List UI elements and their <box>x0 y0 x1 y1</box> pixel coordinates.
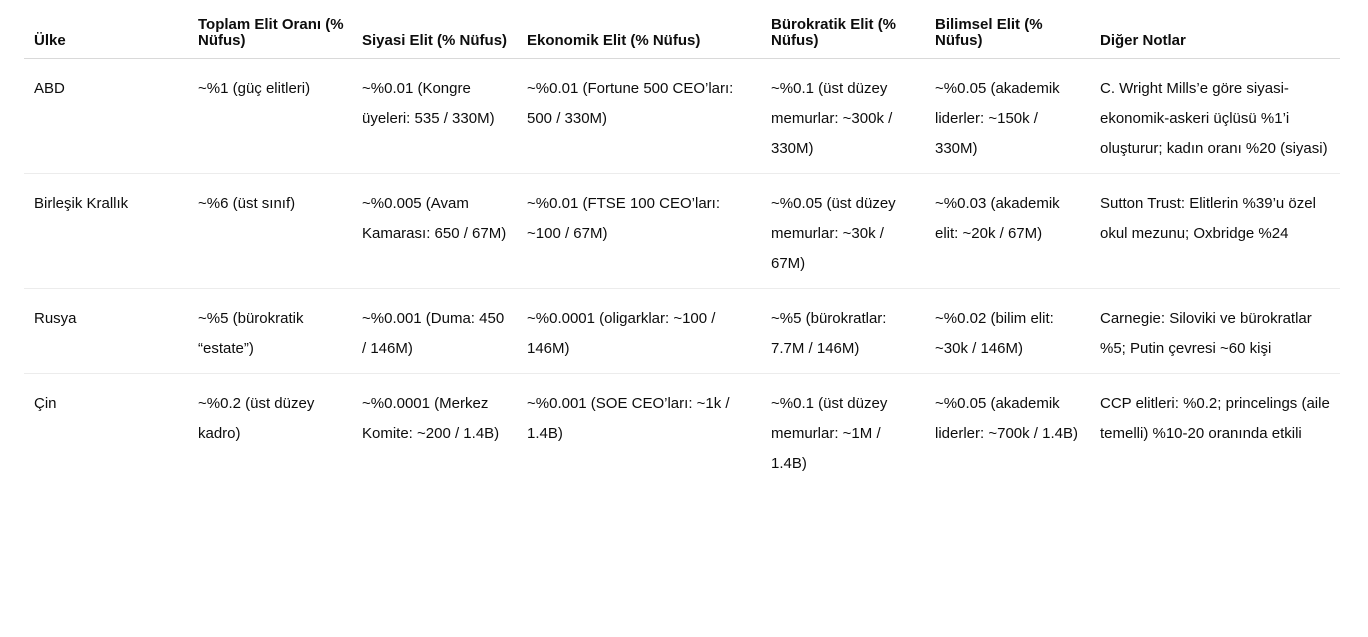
cell-scientific-elite: ~%0.05 (akademik liderler: ~150k / 330M) <box>925 58 1090 173</box>
cell-scientific-elite: ~%0.02 (bilim elit: ~30k / 146M) <box>925 288 1090 373</box>
cell-political-elite: ~%0.005 (Avam Kamarası: 650 / 67M) <box>352 173 517 288</box>
cell-other-notes: CCP elitleri: %0.2; princelings (aile temelli) %10-20 oranında etkili <box>1100 394 1330 442</box>
table-row <box>24 58 1340 173</box>
cell-other-notes: Sutton Trust: Elitlerin %39’u özel okul mezunu; Oxbridge %24 <box>1090 173 1340 288</box>
cell-other-notes: Carnegie: Siloviki ve bürokratlar %5; Putin çevresi ~60 kişi <box>1090 288 1340 373</box>
cell-political-elite: ~%0.01 (Kongre üyeleri: 535 / 330M) <box>352 58 517 173</box>
header-political-elite: Siyasi Elit (% Nüfus) <box>352 0 517 58</box>
cell-country: Rusya <box>24 288 188 373</box>
cell-other-notes: C. Wright Mills’e göre siyasi-ekonomik-askeri üçlüsü %1’i oluşturur; kadın oranı %20 (siyasi) <box>1090 58 1340 173</box>
cell-political-elite: ~%0.0001 (Merkez Komite: ~200 / 1.4B) <box>362 394 500 442</box>
cell-political-elite: ~%0.001 (Duma: 450 / 146M) <box>352 288 517 373</box>
header-economic-elite: Ekonomik Elit (% Nüfus) <box>517 0 761 58</box>
cell-total-elite: ~%5 (bürokratik “estate”) <box>188 288 352 373</box>
header-scientific-elite: Bilimsel Elit (% Nüfus) <box>925 0 1090 58</box>
cell-economic-elite: ~%0.01 (Fortune 500 CEO’ları: 500 / 330M) <box>517 58 761 173</box>
cell-total-elite: ~%1 (güç elitleri) <box>188 58 352 173</box>
table-header-row <box>24 0 1340 58</box>
cell-country: Çin <box>34 394 57 412</box>
cell-total-elite: ~%0.2 (üst düzey kadro) <box>198 394 315 442</box>
cell-scientific-elite: ~%0.03 (akademik elit: ~20k / 67M) <box>925 173 1090 288</box>
cell-scientific-elite: ~%0.05 (akademik liderler: ~700k / 1.4B) <box>935 394 1078 442</box>
cell-country: ABD <box>24 58 188 173</box>
cell-economic-elite: ~%0.0001 (oligarklar: ~100 / 146M) <box>517 288 761 373</box>
header-bureaucratic-elite: Bürokratik Elit (% Nüfus) <box>761 0 925 58</box>
header-other-notes: Diğer Notlar <box>1090 0 1340 58</box>
cell-economic-elite: ~%0.01 (FTSE 100 CEO’ları: ~100 / 67M) <box>517 173 761 288</box>
cell-economic-elite: ~%0.001 (SOE CEO’ları: ~1k / 1.4B) <box>527 394 730 442</box>
cell-total-elite: ~%6 (üst sınıf) <box>188 173 352 288</box>
table-row <box>24 173 1340 288</box>
cell-bureaucratic-elite: ~%0.1 (üst düzey memurlar: ~300k / 330M) <box>761 58 925 173</box>
cell-bureaucratic-elite: ~%5 (bürokratlar: 7.7M / 146M) <box>761 288 925 373</box>
table-row <box>24 373 1340 488</box>
cell-bureaucratic-elite: ~%0.1 (üst düzey memurlar: ~1M / 1.4B) <box>771 394 888 472</box>
header-country: Ülke <box>24 0 188 58</box>
header-total-elite: Toplam Elit Oranı (% Nüfus) <box>188 0 352 58</box>
cell-country: Birleşik Krallık <box>24 173 188 288</box>
cell-bureaucratic-elite: ~%0.05 (üst düzey memurlar: ~30k / 67M) <box>761 173 925 288</box>
elite-ratio-table <box>24 0 1340 488</box>
table-row <box>24 288 1340 373</box>
